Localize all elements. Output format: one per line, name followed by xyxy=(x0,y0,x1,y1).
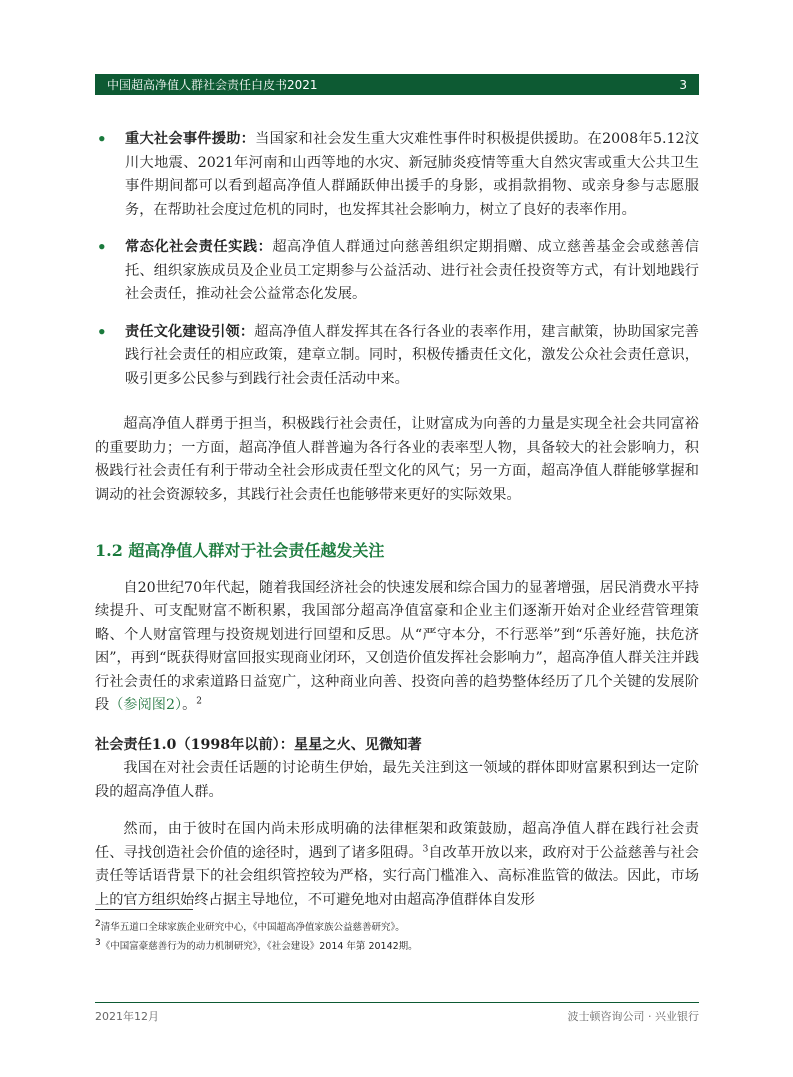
bullet-icon: • xyxy=(97,238,107,256)
bullet-item xyxy=(95,128,699,222)
page-footer xyxy=(95,1008,699,1024)
paragraph-early: 我国在对社会责任话题的讨论萌生伊始，最先关注到这一领域的群体即财富累积到达一定阶段的超高净值人群。 xyxy=(95,760,699,800)
footnote-divider xyxy=(95,909,193,910)
bullet-text: 超高净值人群发挥其在各行各业的表率作用，建言献策，协助国家完善践行社会责任的相应政策，建章立制。同时，积极传播责任文化，激发公众社会责任意识，吸引更多公民参与到践行社会责任活动中来。 xyxy=(125,323,699,387)
footnote-marker[interactable]: 3 xyxy=(422,843,429,854)
paragraph-text: 然而，由于彼时在国内尚未形成明确的法律框架和政策鼓励，超高净值人群在践行社会责任、寻找创造社会价值的途径时，遇到了诸多阻碍。 xyxy=(95,821,699,861)
paragraph-intro xyxy=(95,577,699,718)
bullet-text: 当国家和社会发生重大灾难性事件时积极提供援助。在2008年5.12汶川大地震、2021年河南和山西等地的水灾、新冠肺炎疫情等重大自然灾害或重大公共卫生事件期间都可以看到超高净值人群踊跃伸出援手的身影，或捐款捐物、或亲身参与志愿服务，在帮助社会度过危机的同时，也发挥其社会影响力，树立了良好的表率作用。 xyxy=(125,131,699,218)
footnote-number: 2 xyxy=(95,918,101,929)
footer-divider xyxy=(95,1002,699,1003)
bullet-item xyxy=(95,321,699,392)
paragraph-obstacles xyxy=(95,818,699,912)
subsection-heading: 社会责任1.0（1998年以前）：星星之火、见微知著 xyxy=(95,736,422,753)
bullet-icon: • xyxy=(97,130,107,148)
footnote-item xyxy=(95,918,699,937)
paragraph-tail: 。 xyxy=(182,697,197,713)
paragraph-text: 自20世纪70年代起，随着我国经济社会的快速发展和综合国力的显著增强，居民消费水平持续提升、可支配财富不断积累，我国部分超高净值富豪和企业主们逐渐开始对企业经营管理策略、个人财富管理与投资规划进行回望和反思。从“严守本分，不行恶举”到“乐善好施，扶危济困”，再到“既获得财富回报实现商业闭环，又创造价值发挥社会影响力”，超高净值人群关注并践行社会责任的求索道路日益宽广，这种商业向善、投资向善的趋势整体经历了几个关键的发展阶段 xyxy=(95,579,699,713)
footnote-number: 3 xyxy=(95,937,101,948)
paragraph-text: 自改革开放以来，政府对于公益慈善与社会责任等话语背景下的社会组织管控较为严格，实行高门槛准入、高标准监管的做法。因此，市场上的官方组织始终占据主导地位，不可避免地对由超高净值群体自发形 xyxy=(95,844,699,908)
footnote-text: 清华五道口全球家族企业研究中心，《中国超高净值家族公益慈善研究》。 xyxy=(100,922,405,933)
footer-date: 2021年12月 xyxy=(95,1010,159,1023)
section-title: 1.2 超高净值人群对于社会责任越发关注 xyxy=(95,541,385,560)
paragraph-summary: 超高净值人群勇于担当，积极践行社会责任，让财富成为向善的力量是实现全社会共同富裕的重要助力；一方面，超高净值人群普遍为各行各业的表率型人物，具备较大的社会影响力，积极践行社会责任有利于带动全社会形成责任型文化的风气；另一方面，超高净值人群能够掌握和调动的社会资源较多，其践行社会责任也能够带来更好的实际效果。 xyxy=(95,416,699,503)
page-header xyxy=(95,74,699,95)
footer-publisher: 波士顿咨询公司 · 兴业银行 xyxy=(567,1010,699,1023)
bullet-lead: 责任文化建设引领： xyxy=(125,323,255,340)
bullet-lead: 常态化社会责任实践： xyxy=(125,239,273,255)
figure-reference-link[interactable]: （参阅图2） xyxy=(109,697,183,713)
header-title: 中国超高净值人群社会责任白皮书2021 xyxy=(107,78,318,92)
bullet-text: 超高净值人群通过向慈善组织定期捐赠、成立慈善基金会或慈善信托、组织家族成员及企业员工定期参与公益活动、进行社会责任投资等方式，有计划地践行社会责任，推动社会公益常态化发展。 xyxy=(125,239,699,302)
page-number: 3 xyxy=(679,77,687,92)
footnote-text: 《中国富豪慈善行为的动力机制研究》，《社会建设》2014 年第 20142期。 xyxy=(100,941,418,952)
footnote-marker[interactable]: 2 xyxy=(196,696,203,707)
bullet-icon: • xyxy=(97,322,107,341)
main-content xyxy=(95,128,699,926)
footnote-item xyxy=(95,937,699,956)
footnotes xyxy=(95,918,699,956)
bullet-lead: 重大社会事件援助： xyxy=(125,131,256,147)
bullet-item xyxy=(95,236,699,307)
